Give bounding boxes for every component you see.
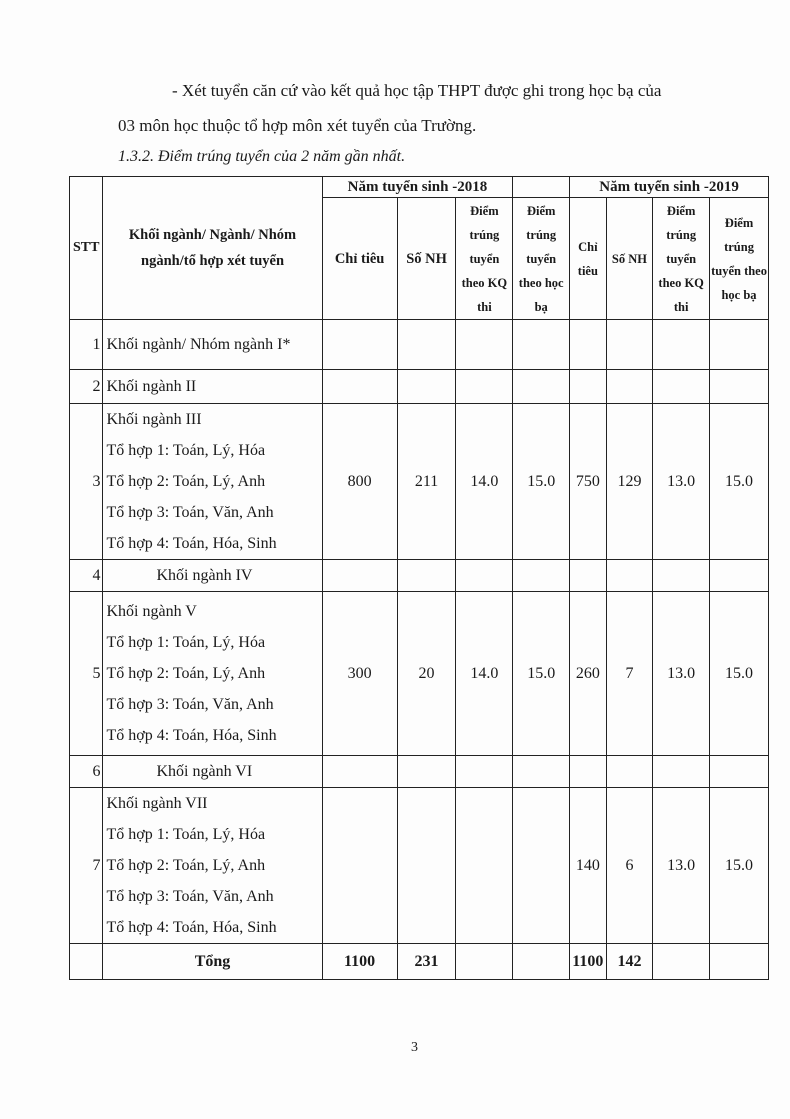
header-year-2018-spacer	[513, 177, 570, 198]
group-line: Tổ hợp 2: Toán, Lý, Anh	[106, 665, 266, 682]
table-row	[70, 788, 769, 944]
total-row	[70, 944, 769, 980]
header-score-exam-2019: Điểm trúng tuyển theo KQ thi	[653, 198, 710, 320]
row-value	[570, 370, 607, 404]
group-line: Tổ hợp 4: Toán, Hóa, Sinh	[106, 535, 277, 552]
row-value: 260	[570, 592, 607, 756]
row-value	[653, 370, 710, 404]
group-line: Khối ngành V	[106, 603, 197, 620]
row-value	[456, 370, 513, 404]
row-value	[397, 370, 456, 404]
row-value: 15.0	[513, 404, 570, 560]
row-stt: 2	[70, 370, 103, 404]
group-line: Khối ngành/ Nhóm ngành I*	[106, 336, 291, 353]
row-value	[653, 756, 710, 788]
row-value: 15.0	[710, 404, 769, 560]
row-value: 300	[322, 592, 397, 756]
row-value	[456, 788, 513, 944]
row-value: 129	[606, 404, 653, 560]
row-value	[710, 320, 769, 370]
row-group-name	[103, 404, 322, 560]
row-value	[570, 560, 607, 592]
table-row	[70, 404, 769, 560]
group-line: Tổ hợp 2: Toán, Lý, Anh	[106, 473, 266, 490]
header-score-transcript-2018: Điểm trúng tuyển theo học bạ	[513, 198, 570, 320]
total-value: 1100	[570, 944, 607, 980]
row-value	[322, 788, 397, 944]
row-group-name	[103, 756, 322, 788]
intro-line-1: - Xét tuyển căn cứ vào kết quả học tập THPT được ghi trong học bạ của	[172, 81, 662, 100]
row-value: 15.0	[710, 592, 769, 756]
row-value	[397, 788, 456, 944]
row-value	[710, 756, 769, 788]
row-value	[322, 756, 397, 788]
row-value	[397, 560, 456, 592]
row-value: 13.0	[653, 404, 710, 560]
group-line: Tổ hợp 1: Toán, Lý, Hóa	[106, 826, 266, 843]
row-value: 7	[606, 592, 653, 756]
header-stt: STT	[70, 177, 103, 320]
row-value	[570, 320, 607, 370]
group-line: Tổ hợp 2: Toán, Lý, Anh	[106, 857, 266, 874]
group-line: Tổ hợp 3: Toán, Văn, Anh	[106, 504, 274, 521]
total-value: 142	[606, 944, 653, 980]
total-value	[513, 944, 570, 980]
row-value	[513, 756, 570, 788]
row-value: 800	[322, 404, 397, 560]
row-value	[606, 370, 653, 404]
group-line: Khối ngành II	[106, 378, 197, 395]
total-stt-cell	[70, 944, 103, 980]
row-value	[606, 560, 653, 592]
header-year-2019: Năm tuyển sinh -2019	[570, 177, 769, 198]
row-value	[513, 370, 570, 404]
page-number: 3	[411, 1040, 418, 1055]
row-stt: 5	[70, 592, 103, 756]
row-value	[513, 320, 570, 370]
row-group-name	[103, 320, 322, 370]
row-value	[653, 560, 710, 592]
row-group-name	[103, 592, 322, 756]
group-line: Tổ hợp 4: Toán, Hóa, Sinh	[106, 727, 277, 744]
row-value: 15.0	[710, 788, 769, 944]
row-value: 6	[606, 788, 653, 944]
group-line: Khối ngành VI	[156, 763, 253, 780]
table-row	[70, 756, 769, 788]
header-group: Khối ngành/ Ngành/ Nhóm ngành/tổ hợp xét tuyển	[103, 177, 322, 320]
row-value	[456, 756, 513, 788]
table-row	[70, 592, 769, 756]
row-value: 211	[397, 404, 456, 560]
row-value	[570, 756, 607, 788]
stamp-mark	[778, 400, 790, 530]
row-value: 750	[570, 404, 607, 560]
group-line: Khối ngành III	[106, 411, 202, 428]
group-line: Tổ hợp 3: Toán, Văn, Anh	[106, 696, 274, 713]
row-value	[397, 320, 456, 370]
row-value	[513, 788, 570, 944]
section-heading: 1.3.2. Điểm trúng tuyển của 2 năm gần nhất.	[118, 148, 406, 165]
row-value	[456, 560, 513, 592]
row-group-name	[103, 370, 322, 404]
intro-line-2: 03 môn học thuộc tổ hợp môn xét tuyển của Trường.	[118, 116, 477, 135]
header-year-2018: Năm tuyển sinh -2018	[322, 177, 513, 198]
row-value: 14.0	[456, 592, 513, 756]
row-value: 13.0	[653, 592, 710, 756]
row-value: 14.0	[456, 404, 513, 560]
row-stt: 6	[70, 756, 103, 788]
row-stt: 4	[70, 560, 103, 592]
row-value	[322, 560, 397, 592]
row-value: 13.0	[653, 788, 710, 944]
row-value	[710, 560, 769, 592]
header-score-transcript-2019: Điểm trúng tuyển theo học bạ	[710, 198, 769, 320]
header-enrolled-2018: Số NH	[397, 198, 456, 320]
header-score-exam-2018: Điểm trúng tuyển theo KQ thi	[456, 198, 513, 320]
row-value	[322, 370, 397, 404]
total-value: 1100	[322, 944, 397, 980]
total-value	[653, 944, 710, 980]
row-value	[322, 320, 397, 370]
group-line: Khối ngành IV	[156, 567, 253, 584]
total-value: 231	[397, 944, 456, 980]
group-line: Tổ hợp 3: Toán, Văn, Anh	[106, 888, 274, 905]
header-enrolled-2019: Số NH	[606, 198, 653, 320]
total-value	[710, 944, 769, 980]
row-stt: 3	[70, 404, 103, 560]
total-value	[456, 944, 513, 980]
header-quota-2019: Chỉ tiêu	[570, 198, 607, 320]
row-value	[710, 370, 769, 404]
group-line: Tổ hợp 1: Toán, Lý, Hóa	[106, 634, 266, 651]
total-label: Tổng	[103, 944, 322, 980]
row-value	[513, 560, 570, 592]
row-value	[653, 320, 710, 370]
group-line: Khối ngành VII	[106, 795, 208, 812]
header-quota-2018: Chỉ tiêu	[322, 198, 397, 320]
row-value	[456, 320, 513, 370]
table-row	[70, 560, 769, 592]
row-value: 140	[570, 788, 607, 944]
row-value	[397, 756, 456, 788]
table-row	[70, 370, 769, 404]
row-stt: 7	[70, 788, 103, 944]
row-group-name	[103, 788, 322, 944]
group-line: Tổ hợp 1: Toán, Lý, Hóa	[106, 442, 266, 459]
admission-score-table	[69, 176, 769, 980]
group-line: Tổ hợp 4: Toán, Hóa, Sinh	[106, 919, 277, 936]
row-value: 20	[397, 592, 456, 756]
row-value	[606, 320, 653, 370]
table-row	[70, 320, 769, 370]
row-stt: 1	[70, 320, 103, 370]
row-group-name	[103, 560, 322, 592]
row-value	[606, 756, 653, 788]
row-value: 15.0	[513, 592, 570, 756]
